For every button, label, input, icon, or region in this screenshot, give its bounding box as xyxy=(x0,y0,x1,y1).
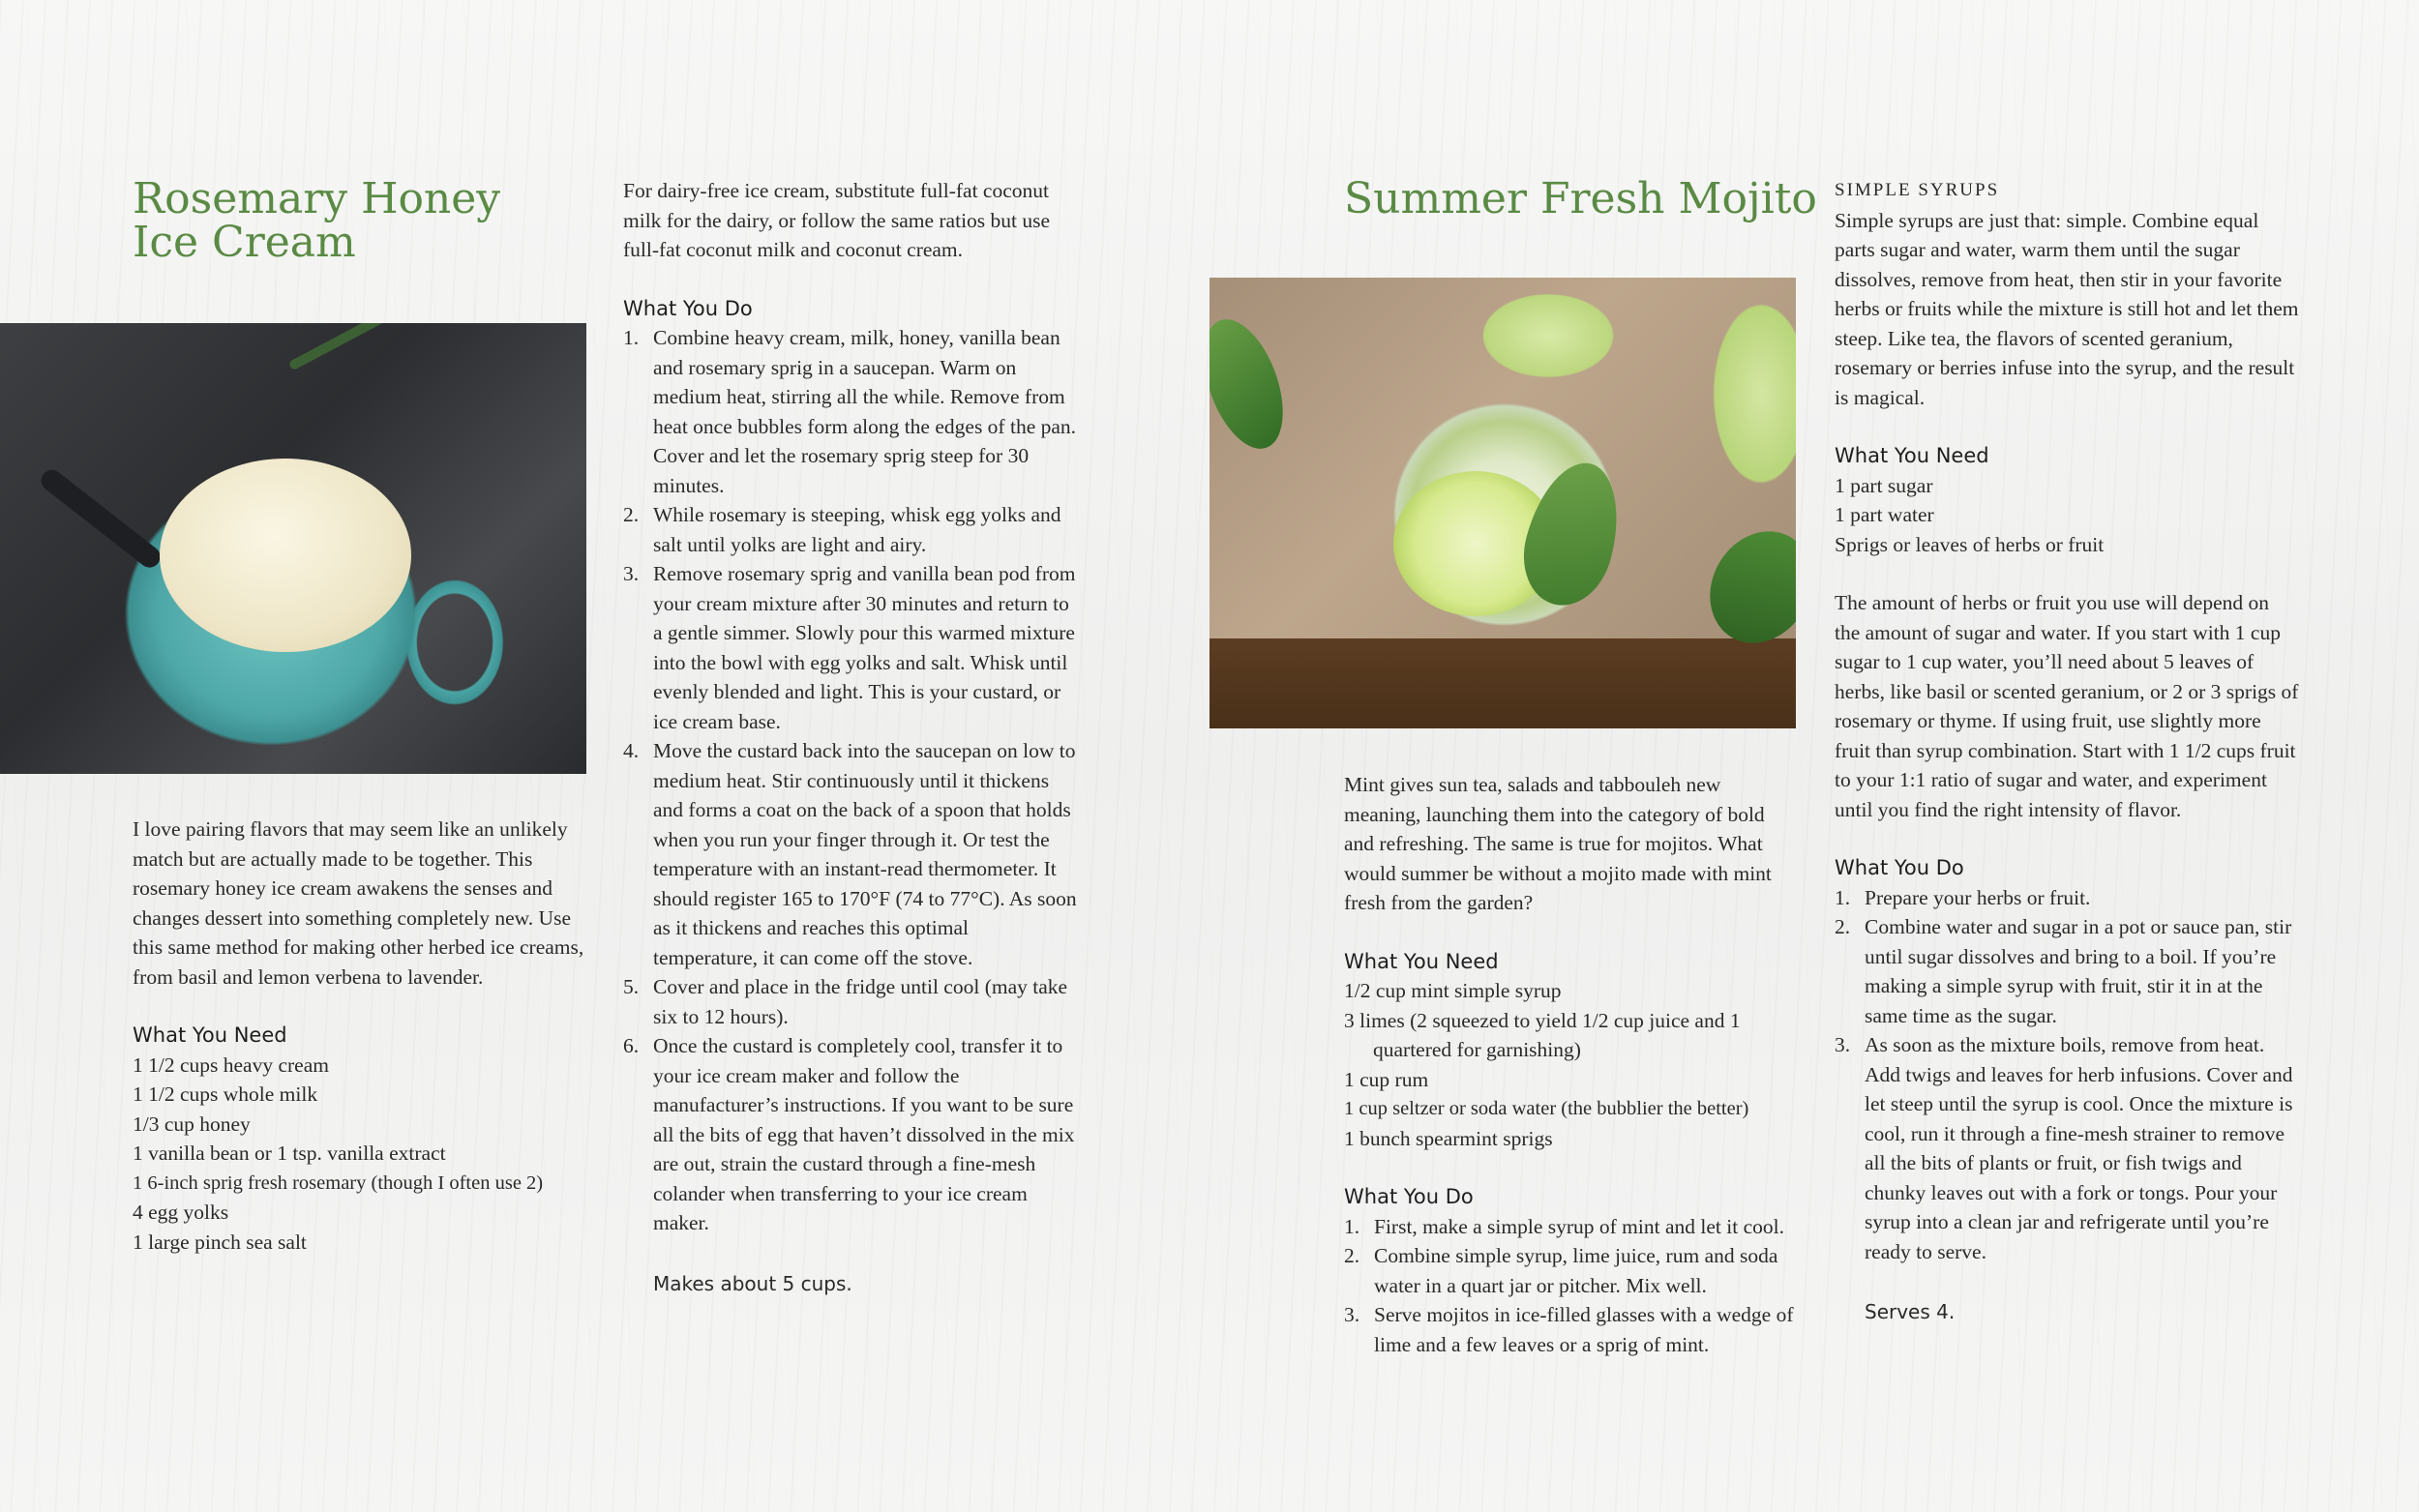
step-item xyxy=(623,972,1078,1031)
ingredient-item: 1 vanilla bean or 1 tsp. vanilla extract xyxy=(133,1141,446,1165)
mint-leaf-shape xyxy=(1210,309,1299,459)
ingredient-item: 4 egg yolks xyxy=(133,1201,229,1224)
ingredient-item: 1 6-inch sprig fresh rosemary (though I often use 2) xyxy=(133,1171,544,1194)
simple-syrups-intro: Simple syrups are just that: simple. Combine equal parts sugar and water, warm them until the sugar dissolves, remove from heat, then stir in your favorite herbs or fruits while the mixture is still hot and let them steep. Like tea, the flavors of scented geranium, rosemary or berries infuse into the syrup, and the result is magical. xyxy=(1835,208,2299,409)
recipe-title-mojito: Summer Fresh Mojito xyxy=(1344,174,1817,223)
ingredient-item: 1 bunch spearmint sprigs xyxy=(1344,1126,1553,1150)
ingredient-item: 1/2 cup mint simple syrup xyxy=(1344,979,1562,1002)
step-item xyxy=(623,323,1078,500)
ingredient-item: 1 large pinch sea salt xyxy=(133,1230,307,1254)
step-item xyxy=(1835,883,2299,913)
step-number: 2. xyxy=(1344,1244,1360,1267)
mojito-intro: Mint gives sun tea, salads and tabbouleh new meaning, launching them into the category of bold and refreshing. The same is true for mojitos. What would summer be without a mojito made with mint fresh from the garden? xyxy=(1344,773,1772,914)
step-number: 3. xyxy=(623,562,640,585)
step-text: Prepare your herbs or fruit. xyxy=(1865,885,2091,909)
step-item xyxy=(1835,1030,2299,1266)
step-number: 2. xyxy=(1835,915,1851,938)
mojito-ingredient-list xyxy=(1344,976,1799,1153)
dairy-free-note: For dairy-free ice cream, substitute full-fat coconut milk for the dairy, or follow the same ratios but use full-fat coconut milk and coconut cream. xyxy=(623,179,1051,261)
syrups-need-heading: What You Need xyxy=(1835,444,1989,467)
step-text: As soon as the mixture boils, remove from heat. Add twigs and leaves for herb infusions. Cover and let steep until the syrup is cool. Once the mixture is cool, run it through a fine-mesh strainer to remove all the bits of plants or fruit, or fish twigs and chunky leaves out with a fork or tongs. Pour your syrup into a clean jar and refrigerate until you’re ready to serve. xyxy=(1865,1033,2293,1263)
step-number: 3. xyxy=(1344,1303,1360,1326)
step-text: Combine water and sugar in a pot or sauce pan, stir until sugar dissolves and bring to a boil. If you’re making a simple syrup with fruit, stir it in at the same time as the sugar. xyxy=(1865,915,2292,1027)
ingredient-item: 3 limes (2 squeezed to yield 1/2 cup juice and 1 quartered for garnishing) xyxy=(1344,1008,1741,1061)
syrups-amount-note: The amount of herbs or fruit you use will depend on the amount of sugar and water. If you start with 1 cup sugar to 1 cup water, you’ll need about 5 leaves of herbs, like basil or scented geranium, or 2 or 3 sprigs of rosemary or thyme. If using fruit, use slightly more fruit than syrup combination. Start with 1 1/2 cups fruit to your 1:1 ratio of sugar and water, and experiment until you find the right intensity of flavor. xyxy=(1835,591,2299,821)
simple-syrups-heading: SIMPLE SYRUPS xyxy=(1835,180,2000,200)
ingredient-item: 1 part sugar xyxy=(1835,473,1933,497)
mojito-yield: Serves 4. xyxy=(1865,1300,1956,1323)
ice-cream-ingredient-list xyxy=(133,1051,587,1258)
step-number: 5. xyxy=(623,975,640,998)
recipe-title-ice-cream xyxy=(133,174,568,267)
simple-syrups-column xyxy=(1835,176,2299,1327)
step-item xyxy=(623,559,1078,736)
step-item xyxy=(623,736,1078,972)
step-number: 4. xyxy=(623,739,640,762)
ingredient-item: Sprigs or leaves of herbs or fruit xyxy=(1835,532,2105,556)
step-text: Combine simple syrup, lime juice, rum and soda water in a quart jar or pitcher. Mix well. xyxy=(1374,1244,1778,1297)
step-text: Move the custard back into the saucepan on low to medium heat. Stir continuously until it thickens and forms a coat on the back of a spoon that holds when you run your finger through it. Or test the temperature with an instant-read thermometer. It should register 165 to 170°F (74 to 77°C). As soon as it thickens and reaches this optimal temperature, it can come off the stove. xyxy=(653,739,1077,969)
step-number: 6. xyxy=(623,1034,640,1057)
ice-cream-yield: Makes about 5 cups. xyxy=(653,1271,852,1295)
ice-cream-need-heading: What You Need xyxy=(133,1023,287,1047)
step-number: 1. xyxy=(623,326,640,349)
step-text: First, make a simple syrup of mint and let it cool. xyxy=(1374,1214,1784,1238)
title-line-2: Ice Cream xyxy=(133,218,356,267)
syrups-step-list xyxy=(1835,883,2299,1267)
ice-cream-intro: I love pairing flavors that may seem like an unlikely match but are actually made to be together. This rosemary honey ice cream awakens the senses and changes dessert into something completely new. Use this same method for making other herbed ice creams, from basil and lemon verbena to lavender. xyxy=(133,817,584,989)
step-number: 2. xyxy=(623,503,640,526)
step-item xyxy=(1835,912,2299,1030)
step-text: While rosemary is steeping, whisk egg yolks and salt until yolks are light and airy. xyxy=(653,503,1061,556)
step-text: Remove rosemary sprig and vanilla bean pod from your cream mixture after 30 minutes and return to a gentle simmer. Slowly pour this warmed mixture into the bowl with egg yolks and salt. Whisk until evenly blended and light. This is your custard, or ice cream base. xyxy=(653,562,1076,733)
syrups-ingredient-list xyxy=(1835,471,2299,560)
mojito-photo xyxy=(1210,278,1796,728)
spoon-shape xyxy=(37,465,164,572)
ice-cream-left-column xyxy=(133,815,587,1257)
mojito-left-column xyxy=(1344,770,1799,1359)
mint-leaf-shape xyxy=(1690,513,1796,662)
step-text: Once the custard is completely cool, transfer it to your ice cream maker and follow the manufacturer’s instructions. If you want to be sure all the bits of egg that haven’t dissolved in the mix are out, strain the custard through a fine-mesh colander when transferring to your ice cream maker. xyxy=(653,1034,1075,1234)
ingredient-item: 1 cup rum xyxy=(1344,1067,1429,1091)
ingredient-item: 1 1/2 cups whole milk xyxy=(133,1082,318,1106)
step-number: 1. xyxy=(1344,1214,1360,1238)
ingredient-item: 1 part water xyxy=(1835,503,1934,526)
mojito-do-heading: What You Do xyxy=(1344,1185,1474,1208)
mojito-need-heading: What You Need xyxy=(1344,949,1499,973)
step-number: 1. xyxy=(1835,885,1851,909)
step-item xyxy=(623,500,1078,559)
step-item xyxy=(1344,1300,1799,1359)
syrups-do-heading: What You Do xyxy=(1835,856,1964,879)
mojito-step-list xyxy=(1344,1212,1799,1360)
ingredient-item: 1/3 cup honey xyxy=(133,1112,251,1136)
rosemary-sprig-shape xyxy=(288,323,481,371)
ice-cream-right-column xyxy=(623,176,1078,1298)
step-item xyxy=(1344,1241,1799,1300)
ingredient-item: 1 1/2 cups heavy cream xyxy=(133,1052,329,1077)
step-item xyxy=(1344,1212,1799,1242)
ice-cream-scoop-shape xyxy=(160,459,411,652)
step-text: Combine heavy cream, milk, honey, vanilla bean and rosemary sprig in a saucepan. Warm on medium heat, stirring all the while. Remove from heat once bubbles form along the edges of the pan. Cover and let the rosemary sprig steep for 30 minutes. xyxy=(653,326,1077,497)
step-text: Serve mojitos in ice-filled glasses with a wedge of lime and a few leaves or a sprig of mint. xyxy=(1374,1303,1794,1356)
ice-cream-do-heading: What You Do xyxy=(623,296,753,320)
step-text: Cover and place in the fridge until cool (may take six to 12 hours). xyxy=(653,975,1068,1028)
ice-cream-photo xyxy=(0,323,586,774)
ingredient-item: 1 cup seltzer or soda water (the bubblier the better) xyxy=(1344,1098,1749,1119)
ice-cream-step-list xyxy=(623,323,1078,1238)
step-number: 3. xyxy=(1835,1033,1851,1056)
title-line-1: Rosemary Honey xyxy=(133,174,501,223)
step-item xyxy=(623,1031,1078,1238)
